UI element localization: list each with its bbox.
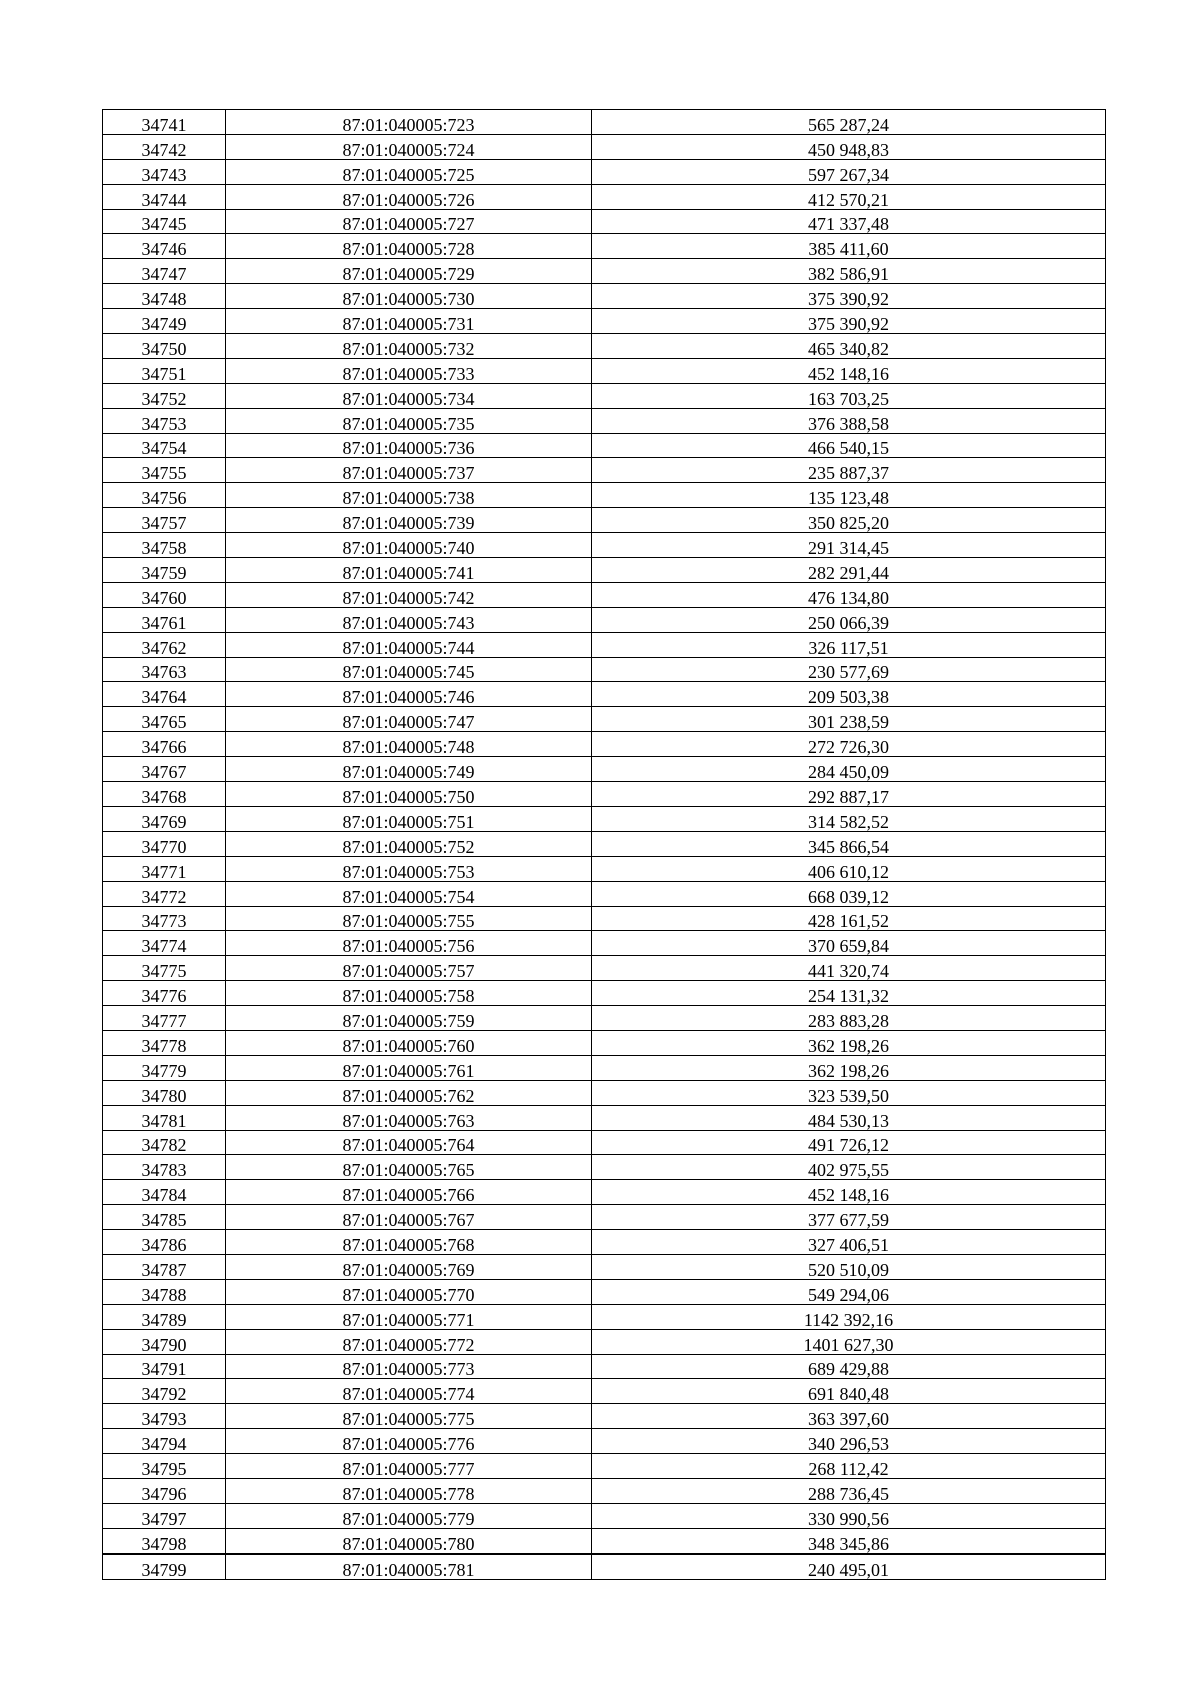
cadastral-number-cell: 87:01:040005:755 xyxy=(226,906,592,931)
cadastral-value-cell: 549 294,06 xyxy=(592,1279,1106,1304)
table-row xyxy=(103,931,1106,956)
table-row xyxy=(103,184,1106,209)
table-row xyxy=(103,956,1106,981)
cadastral-value-cell: 314 582,52 xyxy=(592,806,1106,831)
table-row xyxy=(103,1279,1106,1304)
cadastral-value-cell: 375 390,92 xyxy=(592,284,1106,309)
cadastral-value-cell: 1142 392,16 xyxy=(592,1304,1106,1329)
cadastral-number-cell: 87:01:040005:778 xyxy=(226,1478,592,1503)
row-number-cell: 34775 xyxy=(103,956,226,981)
cadastral-value-cell: 428 161,52 xyxy=(592,906,1106,931)
table-row xyxy=(103,1055,1106,1080)
cadastral-number-cell: 87:01:040005:739 xyxy=(226,508,592,533)
cadastral-number-cell: 87:01:040005:752 xyxy=(226,831,592,856)
cadastral-number-cell: 87:01:040005:762 xyxy=(226,1080,592,1105)
table-row xyxy=(103,607,1106,632)
table-row xyxy=(103,134,1106,159)
table-row xyxy=(103,831,1106,856)
table-row xyxy=(103,1503,1106,1528)
cadastral-value-cell: 283 883,28 xyxy=(592,1006,1106,1031)
cadastral-value-cell: 135 123,48 xyxy=(592,483,1106,508)
table-row xyxy=(103,408,1106,433)
table-row xyxy=(103,1155,1106,1180)
row-number-cell: 34756 xyxy=(103,483,226,508)
row-number-cell: 34787 xyxy=(103,1254,226,1279)
table-body xyxy=(103,110,1106,1580)
table-row xyxy=(103,209,1106,234)
row-number-cell: 34744 xyxy=(103,184,226,209)
cadastral-number-cell: 87:01:040005:741 xyxy=(226,558,592,583)
cadastral-number-cell: 87:01:040005:730 xyxy=(226,284,592,309)
cadastral-value-cell: 254 131,32 xyxy=(592,981,1106,1006)
cadastral-number-cell: 87:01:040005:732 xyxy=(226,334,592,359)
cadastral-number-cell: 87:01:040005:775 xyxy=(226,1404,592,1429)
table-row xyxy=(103,906,1106,931)
cadastral-value-cell: 350 825,20 xyxy=(592,508,1106,533)
cadastral-value-cell: 326 117,51 xyxy=(592,632,1106,657)
row-number-cell: 34751 xyxy=(103,358,226,383)
cadastral-number-cell: 87:01:040005:761 xyxy=(226,1055,592,1080)
table-row xyxy=(103,1478,1106,1503)
table-row xyxy=(103,981,1106,1006)
row-number-cell: 34758 xyxy=(103,533,226,558)
table-row xyxy=(103,1030,1106,1055)
cadastral-number-cell: 87:01:040005:780 xyxy=(226,1528,592,1553)
cadastral-number-cell: 87:01:040005:756 xyxy=(226,931,592,956)
table-row xyxy=(103,1006,1106,1031)
cadastral-value-cell: 240 495,01 xyxy=(592,1554,1106,1579)
cadastral-number-cell: 87:01:040005:748 xyxy=(226,732,592,757)
table-row xyxy=(103,1354,1106,1379)
table-row xyxy=(103,358,1106,383)
cadastral-number-cell: 87:01:040005:776 xyxy=(226,1429,592,1454)
cadastral-number-cell: 87:01:040005:733 xyxy=(226,358,592,383)
cadastral-number-cell: 87:01:040005:728 xyxy=(226,234,592,259)
table-row xyxy=(103,334,1106,359)
row-number-cell: 34772 xyxy=(103,881,226,906)
row-number-cell: 34757 xyxy=(103,508,226,533)
cadastral-value-cell: 484 530,13 xyxy=(592,1105,1106,1130)
cadastral-value-cell: 452 148,16 xyxy=(592,1180,1106,1205)
cadastral-number-cell: 87:01:040005:749 xyxy=(226,757,592,782)
row-number-cell: 34741 xyxy=(103,110,226,135)
table-row xyxy=(103,1528,1106,1553)
table-row xyxy=(103,1429,1106,1454)
table-row xyxy=(103,1379,1106,1404)
table-row xyxy=(103,309,1106,334)
cadastral-number-cell: 87:01:040005:753 xyxy=(226,856,592,881)
row-number-cell: 34750 xyxy=(103,334,226,359)
row-number-cell: 34746 xyxy=(103,234,226,259)
table-row xyxy=(103,1454,1106,1479)
cadastral-value-cell: 330 990,56 xyxy=(592,1503,1106,1528)
cadastral-number-cell: 87:01:040005:774 xyxy=(226,1379,592,1404)
table-row xyxy=(103,1205,1106,1230)
cadastral-number-cell: 87:01:040005:723 xyxy=(226,110,592,135)
row-number-cell: 34780 xyxy=(103,1080,226,1105)
cadastral-number-cell: 87:01:040005:757 xyxy=(226,956,592,981)
cadastral-value-cell: 163 703,25 xyxy=(592,383,1106,408)
cadastral-value-cell: 452 148,16 xyxy=(592,358,1106,383)
row-number-cell: 34771 xyxy=(103,856,226,881)
table-row xyxy=(103,110,1106,135)
row-number-cell: 34785 xyxy=(103,1205,226,1230)
cadastral-number-cell: 87:01:040005:773 xyxy=(226,1354,592,1379)
cadastral-value-cell: 565 287,24 xyxy=(592,110,1106,135)
cadastral-number-cell: 87:01:040005:765 xyxy=(226,1155,592,1180)
cadastral-value-cell: 291 314,45 xyxy=(592,533,1106,558)
cadastral-number-cell: 87:01:040005:724 xyxy=(226,134,592,159)
table-row xyxy=(103,682,1106,707)
table-row xyxy=(103,657,1106,682)
row-number-cell: 34793 xyxy=(103,1404,226,1429)
cadastral-number-cell: 87:01:040005:746 xyxy=(226,682,592,707)
table-row xyxy=(103,1329,1106,1354)
table-row xyxy=(103,483,1106,508)
cadastral-number-cell: 87:01:040005:727 xyxy=(226,209,592,234)
row-number-cell: 34782 xyxy=(103,1130,226,1155)
cadastral-value-cell: 284 450,09 xyxy=(592,757,1106,782)
row-number-cell: 34788 xyxy=(103,1279,226,1304)
cadastral-value-cell: 402 975,55 xyxy=(592,1155,1106,1180)
cadastral-value-cell: 376 388,58 xyxy=(592,408,1106,433)
row-number-cell: 34795 xyxy=(103,1454,226,1479)
row-number-cell: 34761 xyxy=(103,607,226,632)
row-number-cell: 34745 xyxy=(103,209,226,234)
cadastral-value-cell: 323 539,50 xyxy=(592,1080,1106,1105)
cadastral-value-cell: 362 198,26 xyxy=(592,1030,1106,1055)
table-row xyxy=(103,1554,1106,1579)
cadastral-value-cell: 363 397,60 xyxy=(592,1404,1106,1429)
cadastral-number-cell: 87:01:040005:729 xyxy=(226,259,592,284)
cadastral-value-cell: 466 540,15 xyxy=(592,433,1106,458)
cadastral-number-cell: 87:01:040005:740 xyxy=(226,533,592,558)
cadastral-value-cell: 691 840,48 xyxy=(592,1379,1106,1404)
table-row xyxy=(103,881,1106,906)
row-number-cell: 34798 xyxy=(103,1528,226,1553)
row-number-cell: 34748 xyxy=(103,284,226,309)
cadastral-number-cell: 87:01:040005:758 xyxy=(226,981,592,1006)
row-number-cell: 34794 xyxy=(103,1429,226,1454)
cadastral-value-cell: 382 586,91 xyxy=(592,259,1106,284)
table-row xyxy=(103,458,1106,483)
table-row xyxy=(103,234,1106,259)
cadastral-value-cell: 370 659,84 xyxy=(592,931,1106,956)
row-number-cell: 34777 xyxy=(103,1006,226,1031)
row-number-cell: 34759 xyxy=(103,558,226,583)
cadastral-number-cell: 87:01:040005:742 xyxy=(226,582,592,607)
table-row xyxy=(103,259,1106,284)
cadastral-number-cell: 87:01:040005:772 xyxy=(226,1329,592,1354)
row-number-cell: 34764 xyxy=(103,682,226,707)
row-number-cell: 34767 xyxy=(103,757,226,782)
row-number-cell: 34766 xyxy=(103,732,226,757)
row-number-cell: 34784 xyxy=(103,1180,226,1205)
cadastral-value-cell: 345 866,54 xyxy=(592,831,1106,856)
row-number-cell: 34783 xyxy=(103,1155,226,1180)
row-number-cell: 34769 xyxy=(103,806,226,831)
cadastral-number-cell: 87:01:040005:770 xyxy=(226,1279,592,1304)
row-number-cell: 34762 xyxy=(103,632,226,657)
cadastral-value-cell: 301 238,59 xyxy=(592,707,1106,732)
cadastral-number-cell: 87:01:040005:767 xyxy=(226,1205,592,1230)
cadastral-value-cell: 292 887,17 xyxy=(592,782,1106,807)
cadastral-value-cell: 348 345,86 xyxy=(592,1528,1106,1553)
row-number-cell: 34786 xyxy=(103,1230,226,1255)
cadastral-value-cell: 476 134,80 xyxy=(592,582,1106,607)
cadastral-value-cell: 282 291,44 xyxy=(592,558,1106,583)
cadastral-number-cell: 87:01:040005:754 xyxy=(226,881,592,906)
cadastral-number-cell: 87:01:040005:759 xyxy=(226,1006,592,1031)
cadastral-number-cell: 87:01:040005:737 xyxy=(226,458,592,483)
row-number-cell: 34768 xyxy=(103,782,226,807)
cadastral-value-cell: 327 406,51 xyxy=(592,1230,1106,1255)
cadastral-number-cell: 87:01:040005:769 xyxy=(226,1254,592,1279)
table-row xyxy=(103,1254,1106,1279)
cadastral-value-cell: 268 112,42 xyxy=(592,1454,1106,1479)
row-number-cell: 34743 xyxy=(103,159,226,184)
row-number-cell: 34742 xyxy=(103,134,226,159)
row-number-cell: 34796 xyxy=(103,1478,226,1503)
row-number-cell: 34747 xyxy=(103,259,226,284)
table-row xyxy=(103,782,1106,807)
cadastral-value-cell: 362 198,26 xyxy=(592,1055,1106,1080)
table-row xyxy=(103,1130,1106,1155)
row-number-cell: 34760 xyxy=(103,582,226,607)
cadastral-number-cell: 87:01:040005:766 xyxy=(226,1180,592,1205)
cadastral-value-cell: 597 267,34 xyxy=(592,159,1106,184)
cadastral-number-cell: 87:01:040005:738 xyxy=(226,483,592,508)
row-number-cell: 34792 xyxy=(103,1379,226,1404)
cadastral-value-cell: 450 948,83 xyxy=(592,134,1106,159)
cadastral-number-cell: 87:01:040005:731 xyxy=(226,309,592,334)
table-row xyxy=(103,1080,1106,1105)
table-row xyxy=(103,1230,1106,1255)
row-number-cell: 34763 xyxy=(103,657,226,682)
row-number-cell: 34799 xyxy=(103,1554,226,1579)
cadastral-number-cell: 87:01:040005:763 xyxy=(226,1105,592,1130)
table-row xyxy=(103,533,1106,558)
table-row xyxy=(103,856,1106,881)
cadastral-number-cell: 87:01:040005:725 xyxy=(226,159,592,184)
table-row xyxy=(103,732,1106,757)
table-row xyxy=(103,632,1106,657)
cadastral-number-cell: 87:01:040005:735 xyxy=(226,408,592,433)
cadastral-value-cell: 1401 627,30 xyxy=(592,1329,1106,1354)
row-number-cell: 34770 xyxy=(103,831,226,856)
cadastral-number-cell: 87:01:040005:726 xyxy=(226,184,592,209)
cadastral-value-cell: 209 503,38 xyxy=(592,682,1106,707)
cadastral-number-cell: 87:01:040005:779 xyxy=(226,1503,592,1528)
table-row xyxy=(103,284,1106,309)
table-row xyxy=(103,806,1106,831)
cadastral-value-cell: 375 390,92 xyxy=(592,309,1106,334)
cadastral-value-cell: 491 726,12 xyxy=(592,1130,1106,1155)
table-row xyxy=(103,707,1106,732)
cadastral-number-cell: 87:01:040005:745 xyxy=(226,657,592,682)
cadastral-number-cell: 87:01:040005:734 xyxy=(226,383,592,408)
cadastral-number-cell: 87:01:040005:750 xyxy=(226,782,592,807)
row-number-cell: 34752 xyxy=(103,383,226,408)
table-row xyxy=(103,383,1106,408)
cadastral-number-cell: 87:01:040005:768 xyxy=(226,1230,592,1255)
cadastral-number-cell: 87:01:040005:751 xyxy=(226,806,592,831)
cadastral-number-cell: 87:01:040005:771 xyxy=(226,1304,592,1329)
cadastral-value-cell: 668 039,12 xyxy=(592,881,1106,906)
table-row xyxy=(103,582,1106,607)
row-number-cell: 34773 xyxy=(103,906,226,931)
cadastral-value-cell: 230 577,69 xyxy=(592,657,1106,682)
row-number-cell: 34789 xyxy=(103,1304,226,1329)
table-row xyxy=(103,558,1106,583)
table-row xyxy=(103,757,1106,782)
cadastral-value-cell: 441 320,74 xyxy=(592,956,1106,981)
row-number-cell: 34755 xyxy=(103,458,226,483)
cadastral-value-cell: 689 429,88 xyxy=(592,1354,1106,1379)
cadastral-number-cell: 87:01:040005:777 xyxy=(226,1454,592,1479)
cadastral-value-cell: 520 510,09 xyxy=(592,1254,1106,1279)
cadastral-number-cell: 87:01:040005:744 xyxy=(226,632,592,657)
cadastral-value-cell: 288 736,45 xyxy=(592,1478,1106,1503)
row-number-cell: 34754 xyxy=(103,433,226,458)
row-number-cell: 34765 xyxy=(103,707,226,732)
cadastral-value-cell: 377 677,59 xyxy=(592,1205,1106,1230)
cadastral-value-cell: 272 726,30 xyxy=(592,732,1106,757)
cadastral-value-cell: 385 411,60 xyxy=(592,234,1106,259)
cadastral-value-cell: 340 296,53 xyxy=(592,1429,1106,1454)
row-number-cell: 34753 xyxy=(103,408,226,433)
cadastral-value-cell: 471 337,48 xyxy=(592,209,1106,234)
row-number-cell: 34790 xyxy=(103,1329,226,1354)
cadastral-value-cell: 406 610,12 xyxy=(592,856,1106,881)
table-row xyxy=(103,508,1106,533)
row-number-cell: 34781 xyxy=(103,1105,226,1130)
cadastral-value-cell: 235 887,37 xyxy=(592,458,1106,483)
cadastral-value-table xyxy=(102,109,1106,1580)
cadastral-value-cell: 412 570,21 xyxy=(592,184,1106,209)
cadastral-number-cell: 87:01:040005:764 xyxy=(226,1130,592,1155)
table-row xyxy=(103,1404,1106,1429)
row-number-cell: 34797 xyxy=(103,1503,226,1528)
cadastral-number-cell: 87:01:040005:760 xyxy=(226,1030,592,1055)
row-number-cell: 34791 xyxy=(103,1354,226,1379)
row-number-cell: 34774 xyxy=(103,931,226,956)
cadastral-number-cell: 87:01:040005:736 xyxy=(226,433,592,458)
cadastral-value-cell: 465 340,82 xyxy=(592,334,1106,359)
row-number-cell: 34779 xyxy=(103,1055,226,1080)
table-row xyxy=(103,1105,1106,1130)
table-row xyxy=(103,1304,1106,1329)
cadastral-number-cell: 87:01:040005:747 xyxy=(226,707,592,732)
cadastral-number-cell: 87:01:040005:781 xyxy=(226,1554,592,1579)
cadastral-number-cell: 87:01:040005:743 xyxy=(226,607,592,632)
row-number-cell: 34778 xyxy=(103,1030,226,1055)
row-number-cell: 34776 xyxy=(103,981,226,1006)
row-number-cell: 34749 xyxy=(103,309,226,334)
table-row xyxy=(103,1180,1106,1205)
table-row xyxy=(103,433,1106,458)
cadastral-value-cell: 250 066,39 xyxy=(592,607,1106,632)
table-row xyxy=(103,159,1106,184)
